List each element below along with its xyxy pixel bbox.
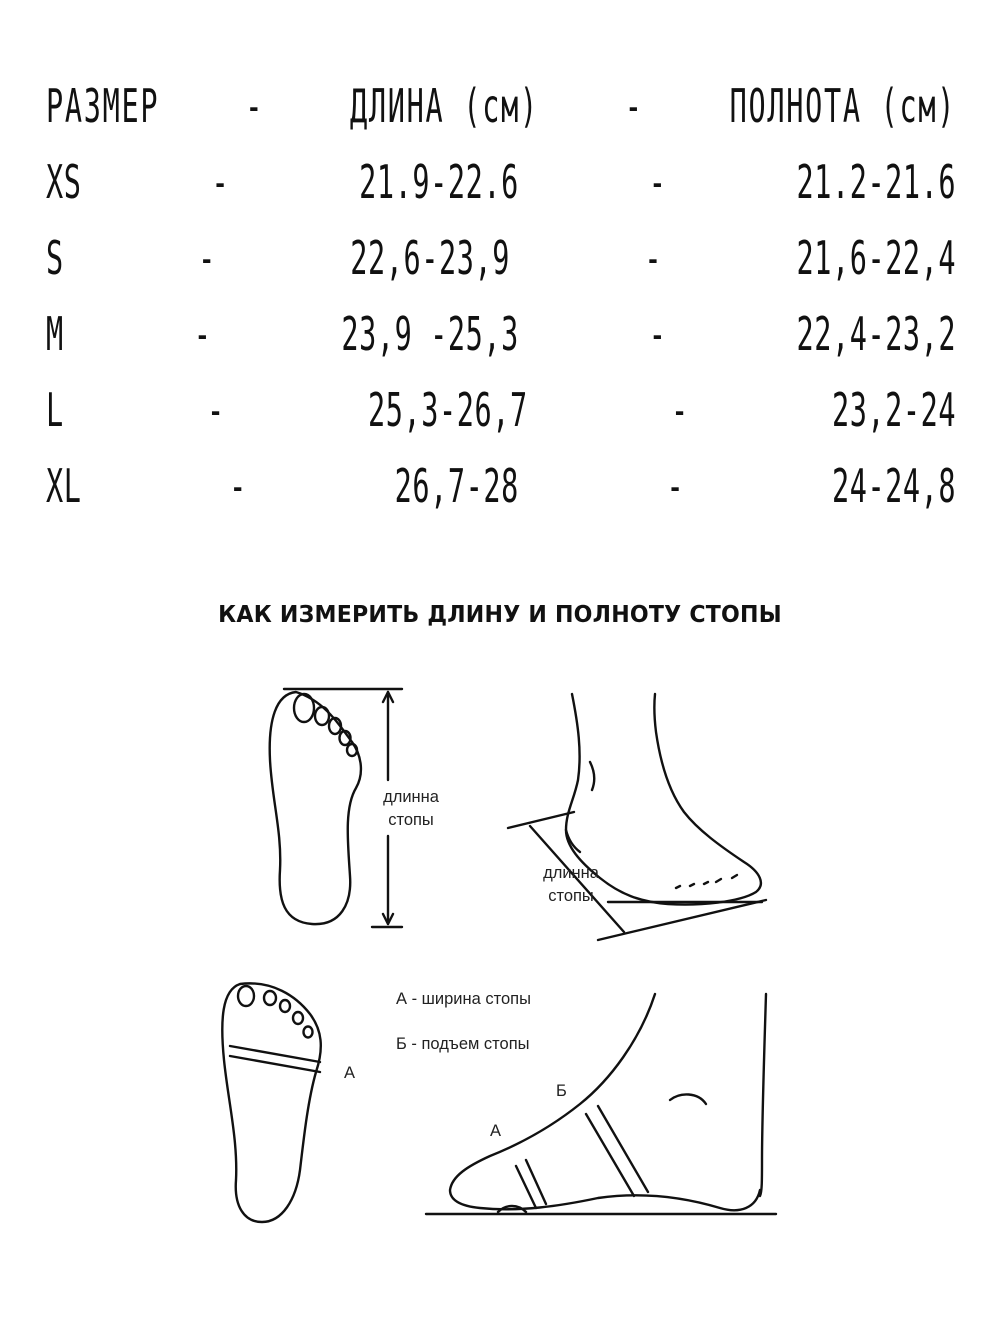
legend-width: А - ширина стопы [396,990,531,1008]
width-band-line [526,1160,546,1204]
header-fullness: ПОЛНОТА (см) [729,79,957,133]
separator: - [648,155,667,209]
separator: - [211,155,230,209]
header-length: ДЛИНА (см) [350,79,539,133]
length-diagonal [598,900,766,940]
size-label: XL [46,459,82,513]
size-label: M [46,307,64,361]
length-back-line [508,812,574,828]
separator: - [198,231,216,285]
fullness-range: 21.2-21.6 [796,155,957,209]
separator: - [648,307,667,361]
toe [280,1000,290,1012]
header-separator: - [624,79,644,133]
guide-title: КАК ИЗМЕРИТЬ ДЛИНУ И ПОЛНОТУ СТОПЫ [218,602,782,628]
separator: - [644,231,663,285]
marker-a-sole: А [344,1064,356,1082]
length-label-line2: стопы [388,811,434,829]
toe [315,707,329,725]
length-range: 21.9-22.6 [359,155,519,209]
separator: - [193,307,212,361]
separator: - [229,459,247,513]
side-length-label-line2: стопы [548,887,594,905]
separator: - [207,383,225,437]
heel-back-outline [760,994,766,1196]
length-range: 22,6-23,9 [350,231,510,285]
marker-a-side: А [490,1122,502,1140]
length-label-line1: длинна [383,788,439,806]
length-range: 26,7-28 [394,459,519,513]
fullness-range: 23,2-24 [831,383,957,437]
size-label: L [46,383,64,437]
toe [304,1027,313,1038]
ankle-bone [670,1094,706,1104]
length-range: 23,9 -25,3 [341,307,519,361]
fullness-range: 22,4-23,2 [796,307,957,361]
foot-front-outline [450,994,760,1210]
size-label: S [46,231,64,285]
fullness-range: 24-24,8 [831,459,957,513]
legend-instep: Б - подъем стопы [396,1035,530,1053]
sole-width-illustration [222,983,321,1222]
marker-b-side: Б [556,1082,567,1100]
size-label: XS [46,155,82,209]
length-label [372,786,450,832]
ankle-line [590,762,594,790]
width-band-line [516,1166,536,1208]
toe [238,986,254,1006]
toe [294,694,314,722]
header-separator: - [245,79,265,133]
toe-marks [676,875,737,888]
side-instep-illustration [426,994,776,1214]
sole-outline [222,983,321,1222]
length-range: 25,3-26,7 [368,383,528,437]
header-size: РАЗМЕР [46,79,160,133]
toe [293,1012,303,1024]
sole-outline [270,692,361,924]
side-length-label [532,862,610,908]
fullness-range: 21,6-22,4 [796,231,957,285]
toe [264,991,276,1005]
side-length-label-line1: длинна [543,864,599,882]
separator: - [670,383,689,437]
separator: - [666,459,685,513]
